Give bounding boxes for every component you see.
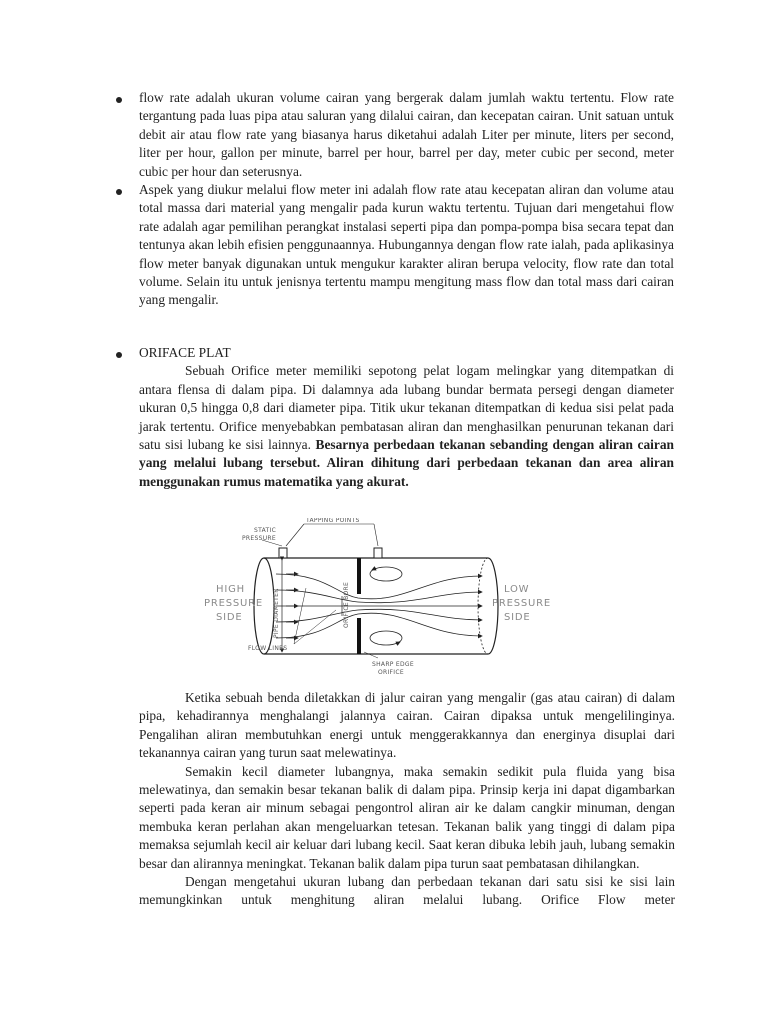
- paragraph-ketika: Ketika sebuah benda diletakkan di jalur cairan yang mengalir (gas atau cairan) di dalam pipa, kehadirannya menghalangi jalannya cairan. Cairan dipaksa untuk mengelilinginya. Pengalihan aliran membutuhkan energi untuk menggerakkannya dan energinya disuplai dari tekanannya cairan yang turun saat melewatinya.: [139, 690, 675, 761]
- label-high-1: HIGH: [216, 584, 245, 595]
- orifice-diagram-svg: [186, 518, 560, 686]
- label-low-1: LOW: [504, 584, 530, 595]
- orifice-intro-normal: Sebuah Orifice meter memiliki sepotong pelat logam melingkar yang ditempatkan di antara flensa di dalam pipa. Di dalamnya ada lubang bundar bermata persegi dengan diameter ukuran 0,5 hingga 0,8 dari diameter pipa. Titik ukur tekanan ditempatkan di kedua sisi pelat pada jarak tertentu. Orifice menyebabkan pembatasan aliran dan menghasilkan penurunan tekanan dari satu sisi lubang ke sisi lainnya.: [139, 363, 674, 453]
- orifice-diagram: [186, 518, 560, 686]
- flow-lines: [276, 574, 482, 638]
- tapping-points: [279, 524, 382, 558]
- label-orifice-bore: ORIFICE BORE: [343, 581, 350, 628]
- bullet-item-aspek: [112, 181, 674, 310]
- paragraph-dengan: Dengan mengetahui ukuran lubang dan perbedaan tekanan dari satu sisi ke sisi lain memungkinkan untuk menghitung aliran melalui lubang. Orifice Flow meter: [139, 874, 675, 908]
- label-sharp-edge-1: SHARP EDGE: [372, 661, 414, 668]
- label-high-2: PRESSURE: [204, 598, 263, 609]
- label-sharp-edge-2: ORIFICE: [378, 669, 404, 676]
- inlet-arrows: [286, 574, 298, 638]
- bullet-list-orifice: [112, 344, 674, 491]
- bullet-text-flow-rate: flow rate adalah ukuran volume cairan yang bergerak dalam jumlah waktu tertentu. Flow rate tergantung pada luas pipa atau saluran yang dilalui cairan, dan kecepatan cairan. Unit satuan untuk debit air atau flow rate yang biasanya harus diketahui adalah Liter per minute, liters per second, liter per hour, gallon per minute, barrel per hour, barrel per day, meter cubic per second, meter cubic per hour dan seterusnya.: [139, 90, 674, 179]
- section-heading-orifice: ORIFACE PLAT: [139, 345, 231, 360]
- label-static-2: PRESSURE: [242, 535, 276, 542]
- label-flow-lines: FLOW LINES: [248, 645, 288, 652]
- label-pipe-diameter: PIPE DIAMETER: [273, 588, 280, 638]
- label-low-2: PRESSURE: [492, 598, 551, 609]
- bullet-item-flow-rate: [112, 89, 674, 181]
- body-paragraphs: [139, 689, 675, 910]
- orifice-intro-paragraph: [139, 362, 674, 491]
- label-tapping-points: TAPPING POINTS: [306, 518, 360, 524]
- paragraph-semakin: Semakin kecil diameter lubangnya, maka semakin sedikit pula fluida yang bisa melewatinya, dan semakin besar tekanan balik di dalam pipa. Prinsip kerja ini dapat digambarkan seperti pada keran air minum sebagai pengontrol aliran air ke dalam cangkir minuman, dengan membuka keran perlahan akan mengeluarkan tetesan. Tekanan balik yang tinggi di dalam pipa memaksa sejumlah kecil air keluar dari lubang kecil. Saat keran dibuka lebih jauh, lubang semakin besar dan alirannya meningkat. Tekanan balik dalam pipa turun saat pembatasan dihilangkan.: [139, 763, 675, 871]
- label-low-3: SIDE: [504, 612, 531, 623]
- orifice-intro-bold: Besarnya perbedaan tekanan sebanding dengan aliran cairan yang melalui lubang tersebut. Aliran dihitung dari perbedaan tekanan dan area aliran menggunakan rumus matematika yang akurat.: [139, 437, 674, 489]
- bullet-dot-icon: [116, 189, 122, 195]
- label-high-3: SIDE: [216, 612, 243, 623]
- bullet-item-orifice: [112, 344, 674, 491]
- bullet-dot-icon: [116, 352, 122, 358]
- bullet-dot-icon: [116, 97, 122, 103]
- label-static-1: STATIC: [254, 527, 277, 534]
- bullet-text-aspek: Aspek yang diukur melalui flow meter ini adalah flow rate atau kecepatan aliran dan volume atau total massa dari material yang mengalir pada kurun waktu tertentu. Tujuan dari mengetahui flow rate adalah agar pemilihan perangkat instalasi seperti pipa dan pompa-pompa bisa secara tepat dan tentunya akan lebih efisien penggunaannya. Hubungannya dengan flow rate ialah, pada aplikasinya flow meter banyak digunakan untuk mengukur karakter aliran berupa velocity, flow rate dan total volume. Selain itu untuk jenisnya tertentu mampu mengitung mass flow dan total mass dari cairan yang mengalir.: [139, 182, 674, 308]
- bullet-list-top: [112, 89, 674, 310]
